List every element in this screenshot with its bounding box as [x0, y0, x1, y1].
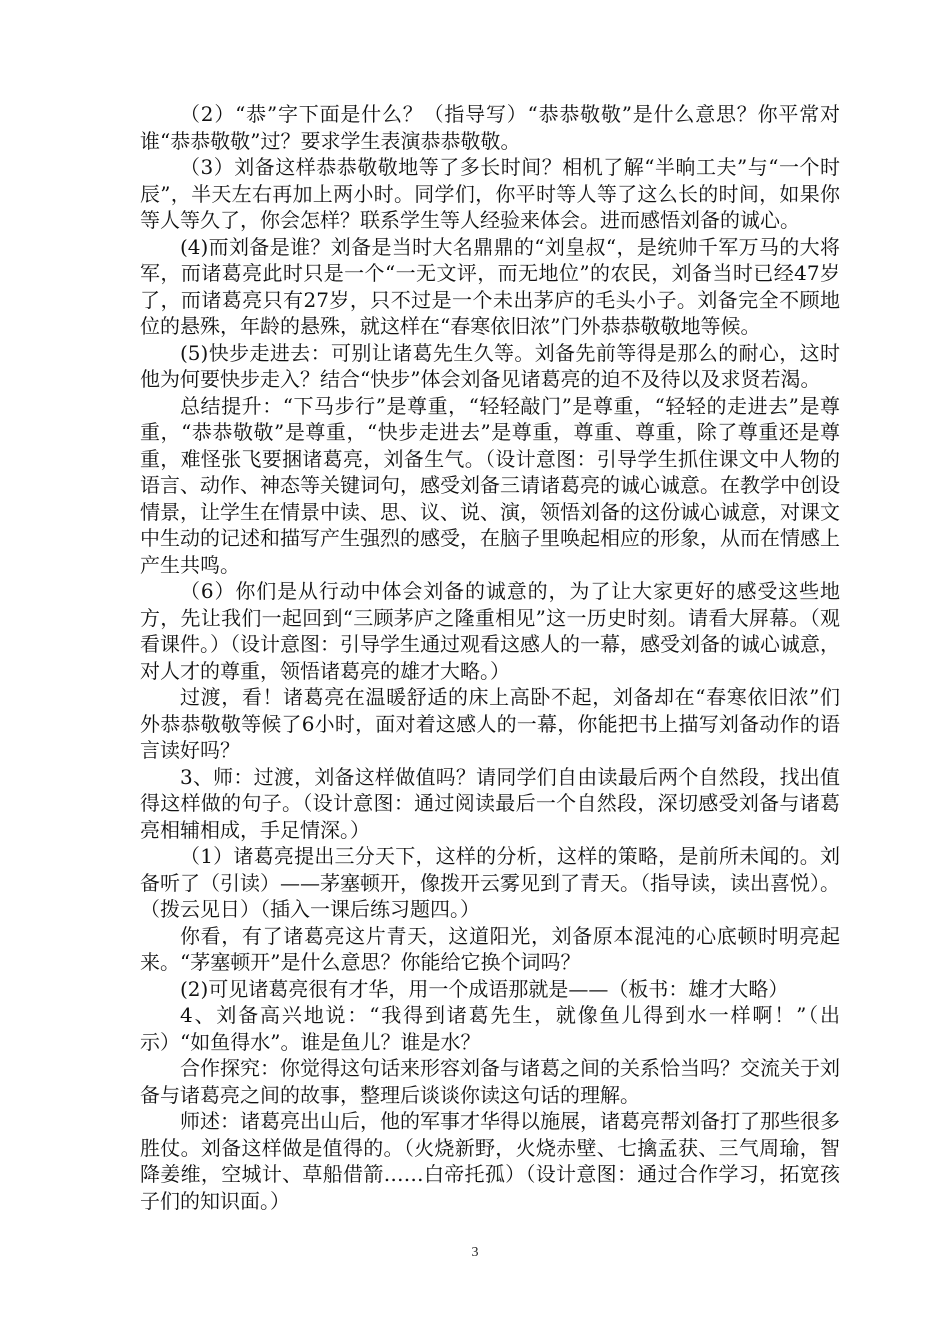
paragraph: 4、刘备高兴地说：“我得到诸葛先生，就像鱼儿得到水一样啊！”（出示）“如鱼得水”。谁是鱼儿？谁是水？: [140, 1003, 840, 1054]
paragraph: （2）“恭”字下面是什么？（指导写）“恭恭敬敬”是什么意思？你平常对谁“恭恭敬敬”过？要求学生表演恭恭敬敬。: [140, 102, 840, 153]
paragraph: （6）你们是从行动中体会刘备的诚意的，为了让大家更好的感受这些地方，先让我们一起回到“三顾茅庐之隆重相见”这一历史时刻。请看大屏幕。（观看课件。）（设计意图：引导学生通过观看这感人的一幕，感受刘备的诚心诚意，对人才的尊重，领悟诸葛亮的雄才大略。）: [140, 579, 840, 683]
paragraph: 合作探究：你觉得这句话来形容刘备与诸葛之间的关系恰当吗？交流关于刘备与诸葛亮之间的故事，整理后谈谈你读这句话的理解。: [140, 1056, 840, 1107]
paragraph: 过渡，看！诸葛亮在温暖舒适的床上高卧不起，刘备却在“春寒依旧浓”们外恭恭敬敬等候了6小时，面对着这感人的一幕，你能把书上描写刘备动作的语言读好吗？: [140, 685, 840, 762]
page-number: 3: [471, 1245, 479, 1260]
paragraph: (4)而刘备是谁？刘备是当时大名鼎鼎的“刘皇叔“，是统帅千军万马的大将军，而诸葛亮此时只是一个“一无文评，而无地位”的农民，刘备当时已经47岁了，而诸葛亮只有27岁，只不过是一个未出茅庐的毛头小子。刘备完全不顾地位的悬殊，年龄的悬殊，就这样在“春寒依旧浓”门外恭恭敬敬地等候。: [140, 234, 840, 338]
body-text: [140, 101, 840, 1214]
paragraph: (2)可见诸葛亮很有才华，用一个成语那就是——（板书：雄才大略）: [180, 976, 789, 1001]
paragraph: （3）刘备这样恭恭敬敬地等了多长时间？相机了解“半晌工夫”与“一个时辰”，半天左右再加上两小时。同学们，你平时等人等了这么长的时间，如果你等人等久了，你会怎样？联系学生等人经验来体会。进而感悟刘备的诚心。: [140, 155, 840, 232]
paragraph: (5)快步走进去：可别让诸葛先生久等。刘备先前等得是那么的耐心，这时他为何要快步走入？结合“快步”体会刘备见诸葛亮的迫不及待以及求贤若渴。: [140, 340, 840, 391]
paragraph: 师述：诸葛亮出山后，他的军事才华得以施展，诸葛亮帮刘备打了那些很多胜仗。刘备这样做是值得的。（火烧新野，火烧赤壁、七擒孟获、三气周瑜，智降姜维，空城计、草船借箭……白帝托孤）（设计意图：通过合作学习，拓宽孩子们的知识面。）: [140, 1109, 840, 1213]
paragraph: 3、师：过渡，刘备这样做值吗？请同学们自由读最后两个自然段，找出值得这样做的句子。（设计意图：通过阅读最后一个自然段，深切感受刘备与诸葛亮相辅相成，手足情深。）: [140, 764, 840, 842]
paragraph: （1）诸葛亮提出三分天下，这样的分析，这样的策略，是前所未闻的。刘备听了（引读）——茅塞顿开，像拨开云雾见到了青天。（指导读，读出喜悦）。（拨云见日）（插入一课后练习题四。）: [140, 844, 840, 921]
paragraph: 总结提升：“下马步行”是尊重，“轻轻敲门”是尊重，“轻轻的走进去”是尊重，“恭恭敬敬”是尊重，“快步走进去”是尊重，尊重、尊重，除了尊重还是尊重，难怪张飞要捆诸葛亮，刘备生气。（设计意图：引导学生抓住课文中人物的语言、动作、神态等关键词句，感受刘备三请诸葛亮的诚心诚意。在教学中创设情景，让学生在情景中读、思、议、说、演，领悟刘备的这份诚心诚意，对课文中生动的记述和描写产生强烈的感受，在脑子里唤起相应的形象，从而在情感上产生共鸣。: [140, 393, 840, 577]
paragraph: 你看，有了诸葛亮这片青天，这道阳光，刘备原本混沌的心底顿时明亮起来。“茅塞顿开”是什么意思？你能给它换个词吗？: [140, 923, 840, 974]
